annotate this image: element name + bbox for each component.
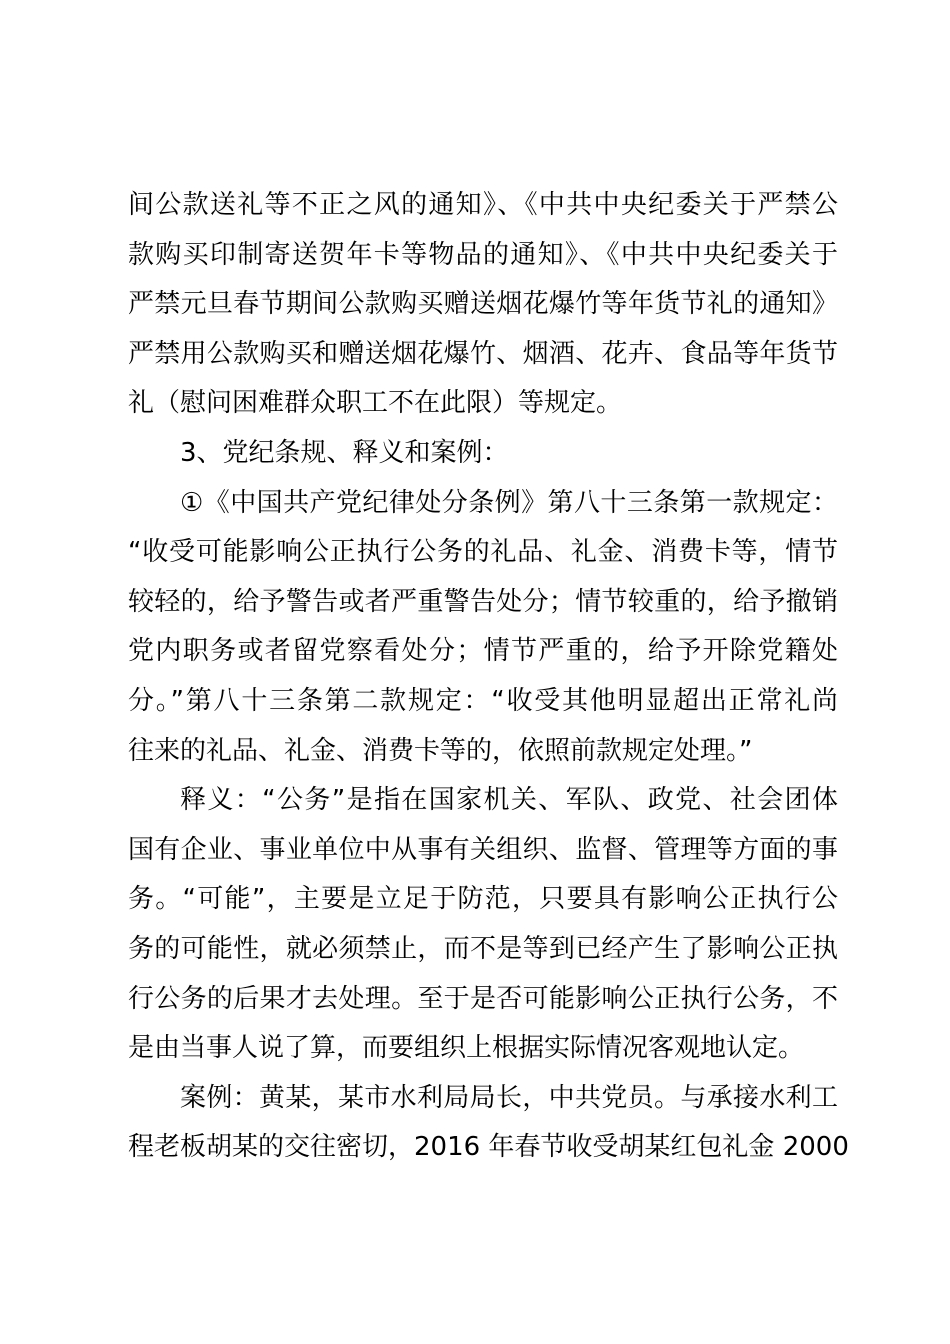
paragraph-regulations-continued	[128, 181, 838, 429]
text-line: 释义：“公务”是指在国家机关、军队、政党、社会团体	[180, 785, 838, 816]
text-line: “收受可能影响公正执行公务的礼品、礼金、消费卡等，情节	[128, 537, 838, 568]
text-line: 是由当事人说了算，而要组织上根据实际情况客观地认定。	[128, 1033, 805, 1064]
text-line: 国有企业、事业单位中从事有关组织、监督、管理等方面的事	[128, 834, 838, 865]
text-line: 行公务的后果才去处理。至于是否可能影响公正执行公务，不	[128, 983, 838, 1014]
text-line: 务的可能性，就必须禁止，而不是等到已经产生了影响公正执	[128, 933, 838, 964]
text-line: 案例：黄某，某市水利局局长，中共党员。与承接水利工	[180, 1082, 838, 1113]
section-heading-party-rules	[128, 429, 838, 479]
section-heading: 3、党纪条规、释义和案例：	[180, 437, 509, 468]
text-line: 较轻的，给予警告或者严重警告处分；情节较重的，给予撤销	[128, 586, 838, 617]
text-line: 程老板胡某的交往密切，2016 年春节收受胡某红包礼金 2000	[128, 1132, 849, 1163]
text-line: 务。“可能”，主要是立足于防范，只要具有影响公正执行公	[128, 884, 838, 915]
paragraph-interpretation	[128, 776, 838, 1074]
document-body	[128, 181, 849, 1173]
text-line: ①《中国共产党纪律处分条例》第八十三条第一款规定：	[180, 487, 838, 518]
text-line: 款购买印制寄送贺年卡等物品的通知》、《中共中央纪委关于	[128, 239, 838, 270]
text-line: 党内职务或者留党察看处分；情节严重的，给予开除党籍处	[128, 636, 838, 667]
text-line: 间公款送礼等不正之风的通知》、《中共中央纪委关于严禁公	[128, 190, 838, 220]
paragraph-case	[128, 1074, 849, 1173]
text-line: 严禁元旦春节期间公款购买赠送烟花爆竹等年货节礼的通知》	[128, 289, 838, 320]
text-line: 礼（慰问困难群众职工不在此限）等规定。	[128, 388, 623, 419]
text-line: 分。”第八十三条第二款规定：“收受其他明显超出正常礼尚	[128, 685, 838, 716]
text-line: 往来的礼品、礼金、消费卡等的，依照前款规定处理。”	[128, 735, 753, 766]
text-line: 严禁用公款购买和赠送烟花爆竹、烟酒、花卉、食品等年货节	[128, 338, 838, 369]
paragraph-article-83	[128, 479, 838, 777]
